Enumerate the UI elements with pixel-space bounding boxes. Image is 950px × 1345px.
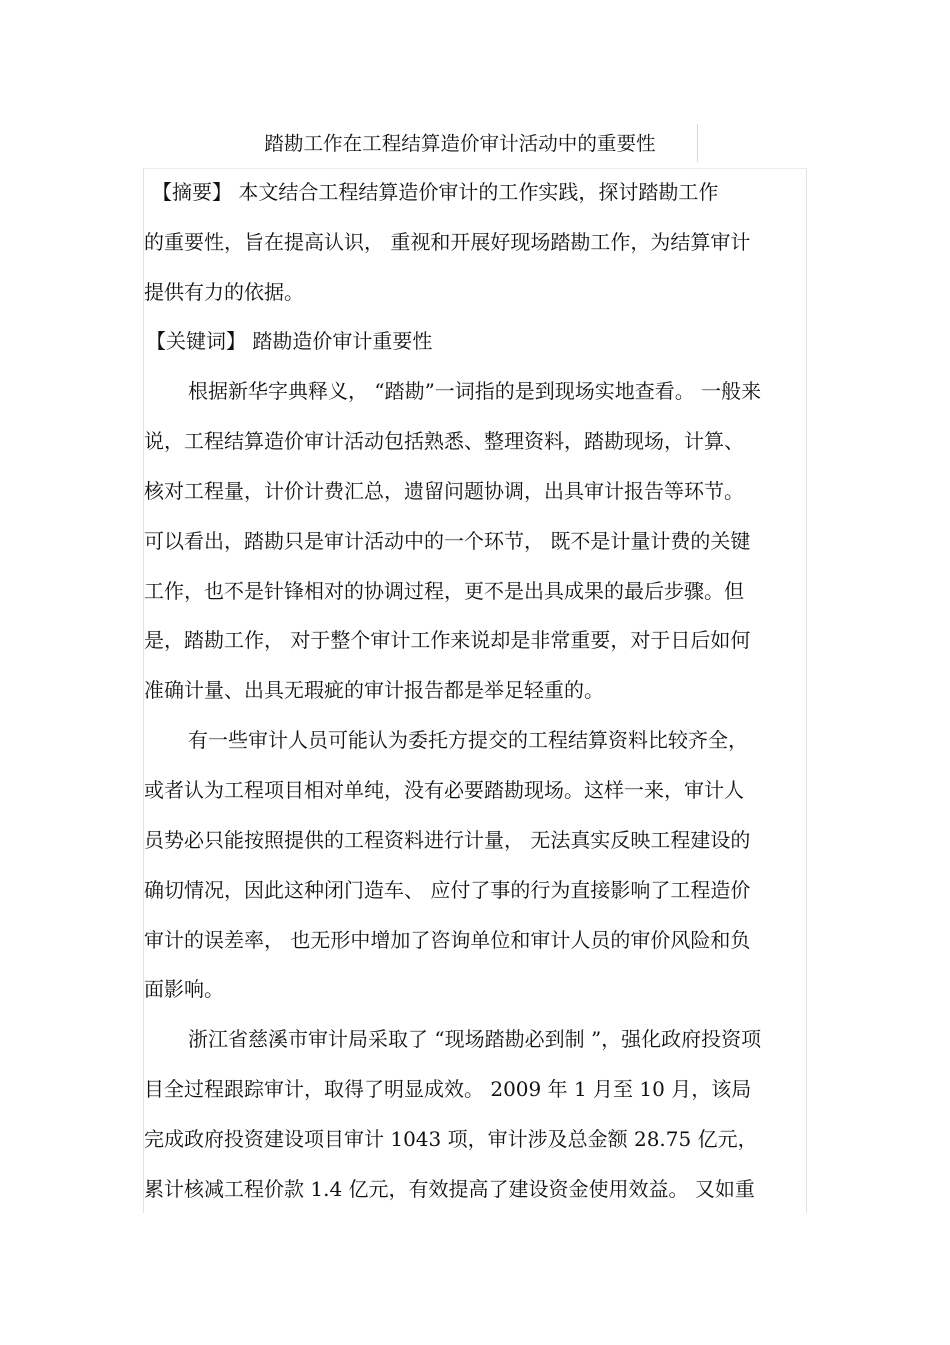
text-line: 【关键词】 踏勘造价审计重要性 <box>146 329 433 353</box>
text-line: 浙江省慈溪市审计局采取了 “现场踏勘必到制 ”，强化政府投资项 <box>188 1027 762 1051</box>
document-title: 踏勘工作在工程结算造价审计活动中的重要性 <box>264 132 656 155</box>
text-line: 的重要性，旨在提高认识， 重视和开展好现场踏勘工作，为结算审计 <box>144 230 751 254</box>
text-line: 工作，也不是针锋相对的协调过程，更不是出具成果的最后步骤。但 <box>144 579 744 603</box>
text-line: 可以看出，踏勘只是审计活动中的一个环节， 既不是计量计费的关键 <box>144 529 751 553</box>
text-line: 确切情况，因此这种闭门造车、 应付了事的行为直接影响了工程造价 <box>144 878 751 902</box>
text-line: 或者认为工程项目相对单纯，没有必要踏勘现场。这样一来，审计人 <box>144 778 744 802</box>
text-line: 累计核减工程价款 1.4 亿元，有效提高了建设资金使用效益。 又如重 <box>144 1177 755 1201</box>
title-divider <box>697 124 698 162</box>
text-line: 是，踏勘工作， 对于整个审计工作来说却是非常重要，对于日后如何 <box>144 628 751 652</box>
text-line: 【摘要】 本文结合工程结算造价审计的工作实践，探讨踏勘工作 <box>152 180 719 204</box>
text-line: 面影响。 <box>144 977 224 1001</box>
text-line: 准确计量、出具无瑕疵的审计报告都是举足轻重的。 <box>144 678 604 702</box>
text-line: 员势必只能按照提供的工程资料进行计量， 无法真实反映工程建设的 <box>144 828 751 852</box>
text-line: 说，工程结算造价审计活动包括熟悉、整理资料，踏勘现场，计算、 <box>144 429 744 453</box>
text-line: 目全过程跟踪审计，取得了明显成效。 2009 年 1 月至 10 月，该局 <box>144 1077 752 1101</box>
text-line: 根据新华字典释义， “踏勘”一词指的是到现场实地查看。 一般来 <box>188 379 762 403</box>
text-line: 审计的误差率， 也无形中增加了咨询单位和审计人员的审价风险和负 <box>144 928 751 952</box>
text-line: 有一些审计人员可能认为委托方提交的工程结算资料比较齐全， <box>188 728 748 752</box>
text-line: 核对工程量，计价计费汇总，遗留问题协调，出具审计报告等环节。 <box>144 479 744 503</box>
text-line: 提供有力的依据。 <box>144 280 304 304</box>
text-line: 完成政府投资建设项目审计 1043 项，审计涉及总金额 28.75 亿元， <box>144 1127 758 1151</box>
